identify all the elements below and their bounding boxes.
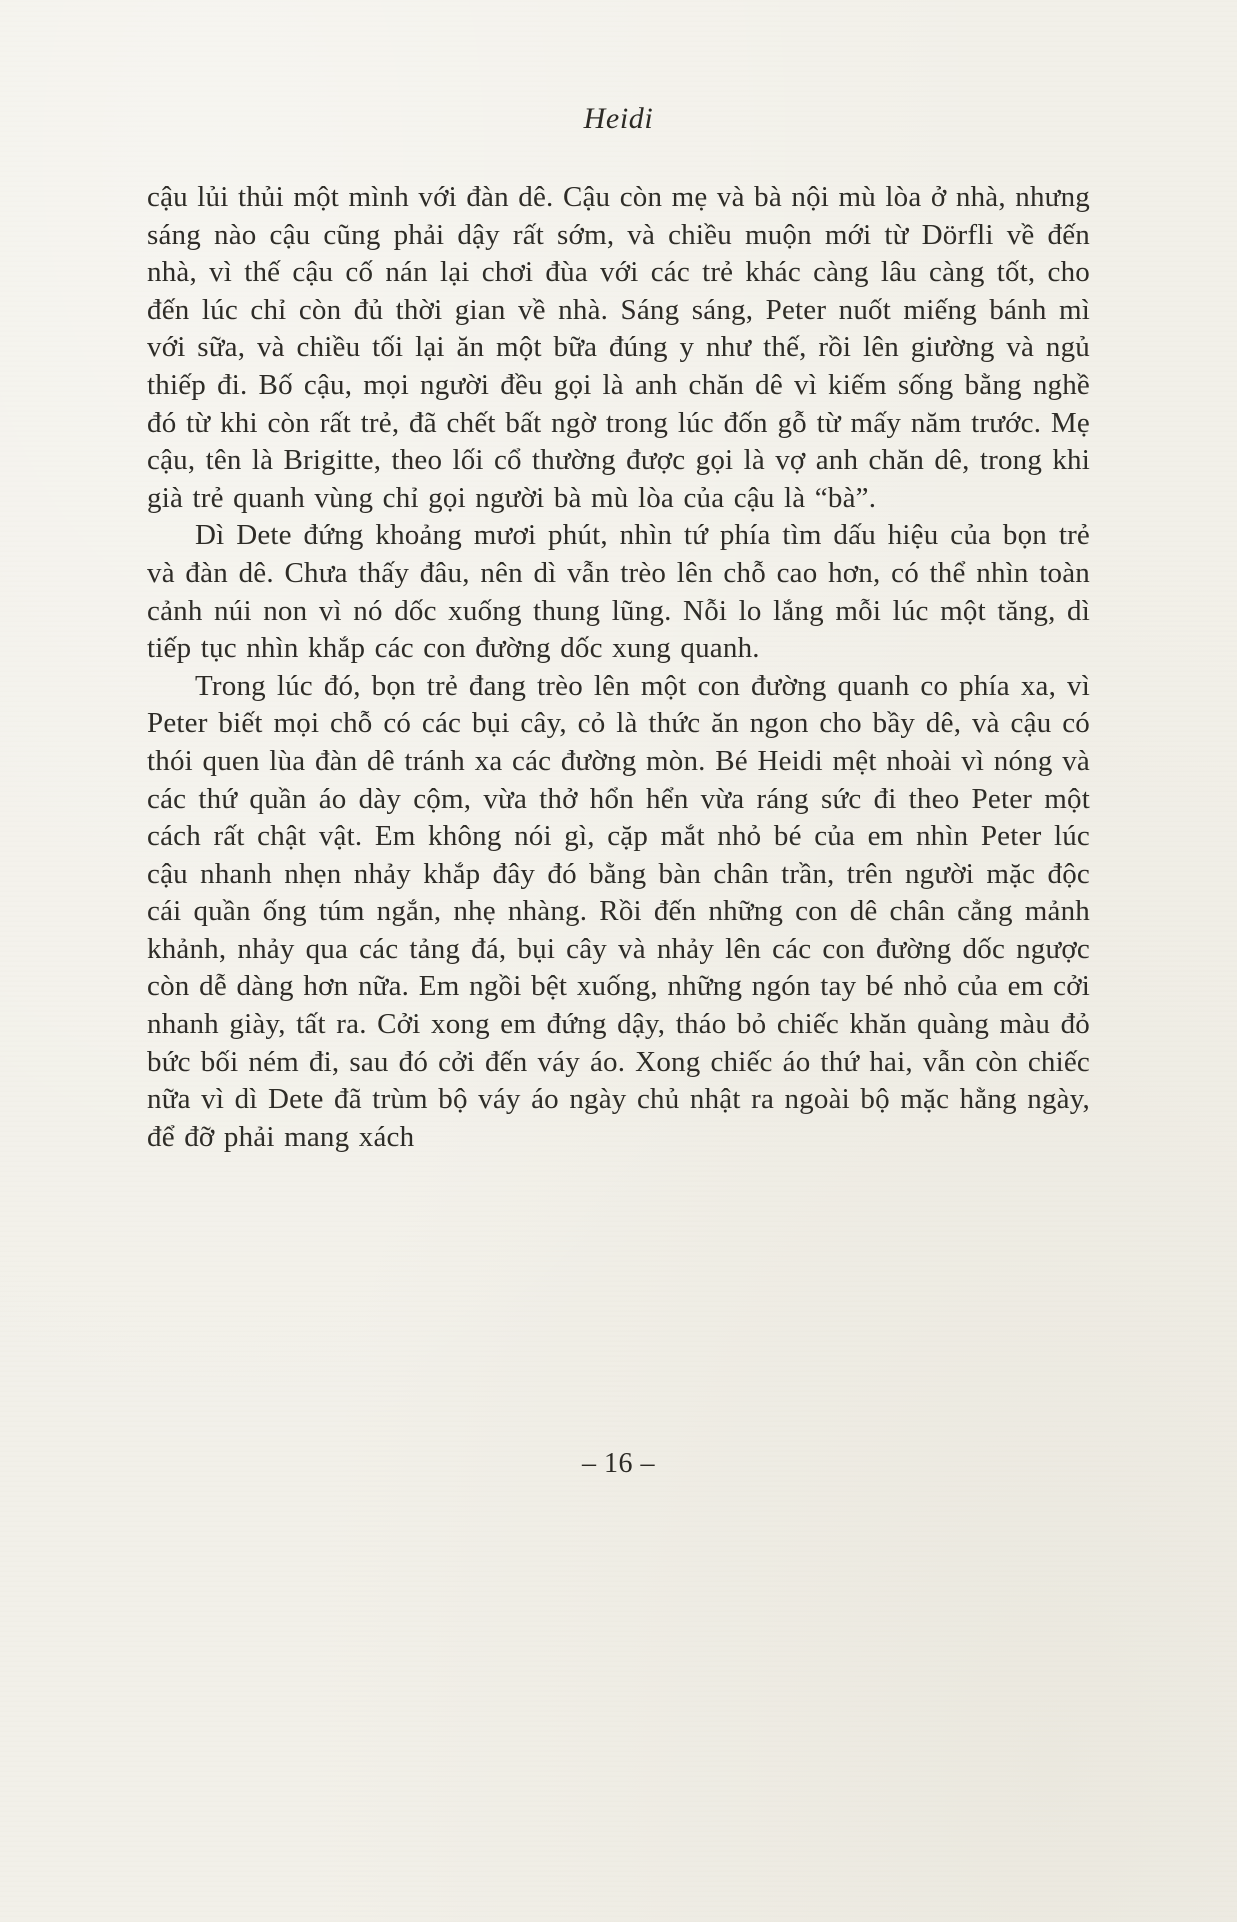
paragraph: Dì Dete đứng khoảng mươi phút, nhìn tứ phía tìm dấu hiệu của bọn trẻ và đàn dê. Chưa thấy đâu, nên dì vẫn trèo lên chỗ cao hơn, có thể nhìn toàn cảnh núi non vì nó dốc xuống thung lũng. Nỗi lo lắng mỗi lúc một tăng, dì tiếp tục nhìn khắp các con đường dốc xung quanh. xyxy=(147,519,1090,665)
page-number: – 16 – xyxy=(582,1448,655,1479)
paragraph: Trong lúc đó, bọn trẻ đang trèo lên một con đường quanh co phía xa, vì Peter biết mọi chỗ có các bụi cây, cỏ là thức ăn ngon cho bầy dê, và cậu có thói quen lùa đàn dê tránh xa các đường mòn. Bé Heidi mệt nhoài vì nóng và các thứ quần áo dày cộm, vừa thở hổn hển vừa ráng sức đi theo Peter một cách rất chật vật. Em không nói gì, cặp mắt nhỏ bé của em nhìn Peter lúc cậu nhanh nhẹn nhảy khắp đây đó bằng bàn chân trần, trên người mặc độc cái quần ống túm ngắn, nhẹ nhàng. Rồi đến những con dê chân cẳng mảnh khảnh, nhảy qua các tảng đá, bụi cây và nhảy lên các con đường dốc ngược còn dễ dàng hơn nữa. Em ngồi bệt xuống, những ngón tay bé nhỏ của em cởi nhanh giày, tất ra. Cởi xong em đứng dậy, tháo bỏ chiếc khăn quàng màu đỏ bức bối ném đi, sau đó cởi đến váy áo. Xong chiếc áo thứ hai, vẫn còn chiếc nữa vì dì Dete đã trùm bộ váy áo ngày chủ nhật ra ngoài bộ mặc hằng ngày, để đỡ phải mang xách xyxy=(147,669,1090,1153)
page-body-text xyxy=(147,179,1090,1156)
running-head-title: Heidi xyxy=(583,102,654,135)
paragraph-continuation: cậu lủi thủi một mình với đàn dê. Cậu còn mẹ và bà nội mù lòa ở nhà, nhưng sáng nào cậu cũng phải dậy rất sớm, và chiều muộn mới từ Dörfli về đến nhà, vì thế cậu cố nán lại chơi đùa với các trẻ khác càng lâu càng tốt, cho đến lúc chỉ còn đủ thời gian về nhà. Sáng sáng, Peter nuốt miếng bánh mì với sữa, và chiều tối lại ăn một bữa đúng y như thế, rồi lên giường và ngủ thiếp đi. Bố cậu, mọi người đều gọi là anh chăn dê vì kiếm sống bằng nghề đó từ khi còn rất trẻ, đã chết bất ngờ trong lúc đốn gỗ từ mấy năm trước. Mẹ cậu, tên là Brigitte, theo lối cổ thường được gọi là vợ anh chăn dê, trong khi già trẻ quanh vùng chỉ gọi người bà mù lòa của cậu là “bà”. xyxy=(147,181,1090,514)
